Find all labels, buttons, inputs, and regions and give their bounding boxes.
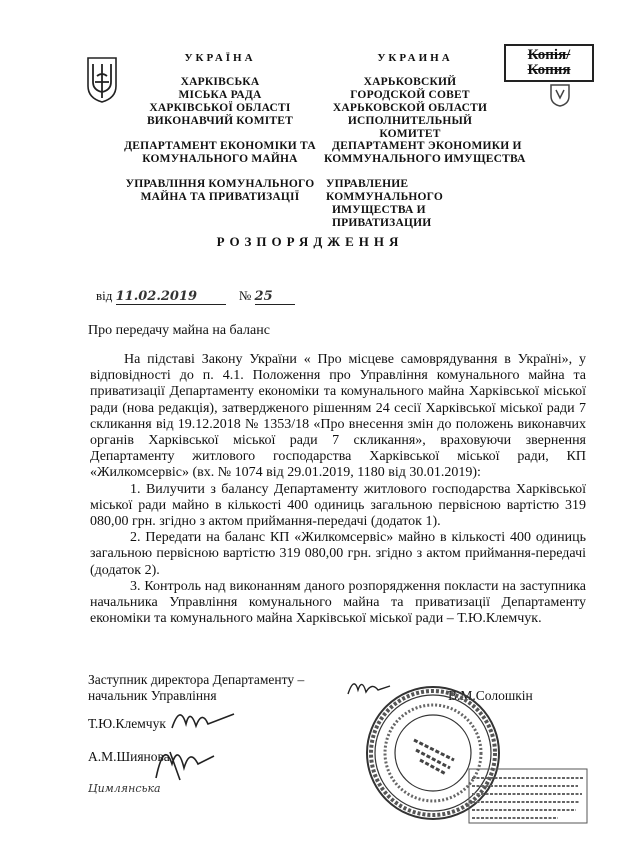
- registry-stamp-icon: [468, 768, 588, 824]
- coat-of-arms-icon: [86, 56, 118, 104]
- left-department: ДЕПАРТАМЕНТ ЕКОНОМІКИ ТА КОМУНАЛЬНОГО МАЙНА: [124, 140, 316, 165]
- subject: Про передачу майна на баланс: [88, 323, 270, 338]
- executor-name: Цимлянська: [88, 782, 161, 795]
- klemchuk-signature-icon: [168, 702, 238, 734]
- document-title: РОЗПОРЯДЖЕННЯ: [216, 234, 404, 249]
- doc-date: 11.02.2019: [116, 289, 226, 305]
- signatory-position: Заступник директора Департаменту – начальник Управління: [88, 672, 305, 703]
- emblem-mark-icon: [548, 82, 572, 108]
- approval-shyianova: А.М.Шиянова: [88, 749, 170, 764]
- item-3-paragraph: 3. Контроль над виконанням даного розпорядження покласти на заступника начальника Управління комунального майна та приватизації Департаменту економіки та комунального майна Харківської міської ради – Т.Ю.Клемчук.: [90, 578, 586, 627]
- copy-stamp: Копія/ Копия: [504, 44, 594, 82]
- right-department: ДЕПАРТАМЕНТ ЭКОНОМИКИ И КОММУНАЛЬНОГО ИМУЩЕСТВА: [324, 140, 526, 165]
- shyianova-signature-icon: [150, 734, 220, 784]
- signatory-name: В.М.Солошкін: [448, 688, 533, 703]
- order-body: [90, 352, 586, 627]
- doc-number: 25: [255, 289, 295, 305]
- left-office: УПРАВЛІННЯ КОМУНАЛЬНОГО МАЙНА ТА ПРИВАТИЗАЦІЇ: [125, 178, 315, 203]
- left-country: УКРАЇНА: [184, 52, 256, 64]
- date-line: від 11.02.2019 № 25: [96, 288, 295, 305]
- right-council: ХАРЬКОВСКИЙ ГОРОДСКОЙ СОВЕТ ХАРЬКОВСКОЙ ОБЛАСТИ ИСПОЛНИТЕЛЬНЫЙ КОМИТЕТ: [332, 76, 488, 140]
- left-council: ХАРКІВСЬКА МІСЬКА РАДА ХАРКІВСЬКОЇ ОБЛАСТІ ВИКОНАВЧИЙ КОМІТЕТ: [146, 76, 294, 127]
- approval-klemchuk: Т.Ю.Клемчук: [88, 716, 166, 731]
- item-1-paragraph: 1. Вилучити з балансу Департаменту житлового господарства Харківської міської ради майно в кількості 400 одиниць загальною первісною вартістю 319 080,00 грн. згідно з актом приймання-передачі (додаток 1).: [90, 481, 586, 530]
- right-country: УКРАИНА: [377, 52, 453, 64]
- right-office: УПРАВЛЕНИЕ КОММУНАЛЬНОГО ИМУЩЕСТВА И ПРИВАТИЗАЦИИ: [326, 178, 444, 229]
- preamble-paragraph: На підставі Закону України « Про місцеве самоврядування в Україні», у відповідності до п. 4.1. Положення про Управління комунального майна та приватизації Департаменту економіки та комунального майна Харківської міської ради (нова редакція), затвердженого рішенням 24 сесії Харківської міської ради 7 скликання від 19.12.2018 № 1353/18 «Про внесення змін до положень виконавчих органів Харківської міської ради 7 скликання», враховуючи звернення Департаменту житлового господарства Харківської міської ради, КП «Жилкомсервіс» (вх. № 1074 від 29.01.2019, 1180 від 30.01.2019):: [90, 352, 586, 481]
- item-2-paragraph: 2. Передати на баланс КП «Жилкомсервіс» майно в кількості 400 одиниць загальною первісною вартістю 319 080,00 грн. згідно з актом приймання-передачі (додаток 2).: [90, 530, 586, 578]
